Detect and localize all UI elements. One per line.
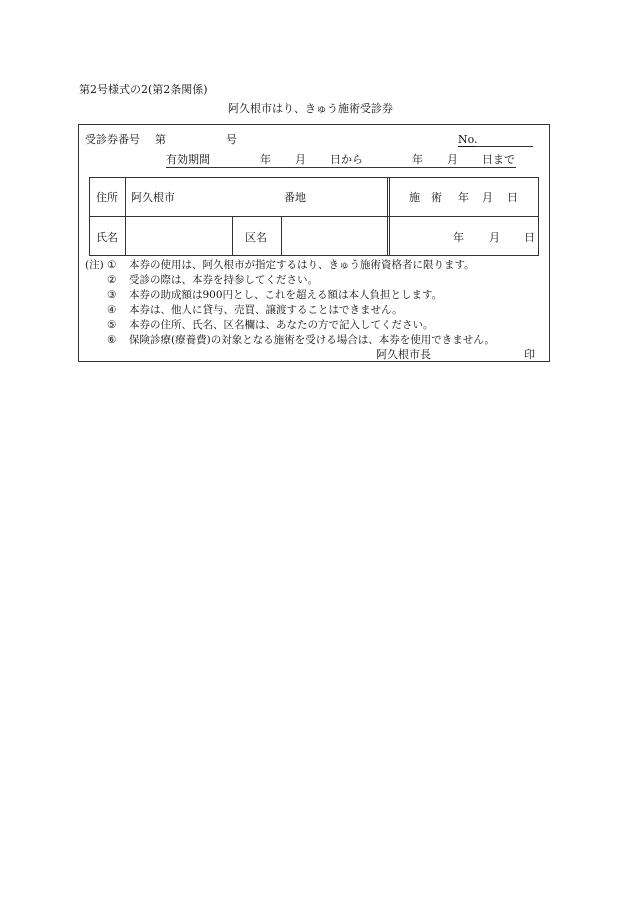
no-label: No. [458,133,478,146]
form-number: 第2号様式の2(第2条関係) [79,83,208,96]
note-text: 本券は、他人に貸与、売買、譲渡することはできません。 [129,304,403,316]
date-year: 年 [453,231,464,244]
note-text: 本券の助成額は900円とし、これを超える額は本人負担とします。 [129,289,443,301]
treatment-month: 月 [482,191,493,204]
validity-day-from: 日から [330,153,363,166]
note-number: ⑥ [107,334,117,346]
note-number: ① [107,259,117,271]
table-row-divider [89,216,539,217]
note-number: ③ [107,289,117,301]
treatment-label: 施 術 [409,191,442,204]
note-number: ② [107,274,117,286]
note-number: ⑤ [107,319,117,331]
table-ward-label-divider-right [281,216,282,256]
address-label: 住所 [96,191,118,204]
validity-underline [166,167,516,168]
treatment-year: 年 [458,191,469,204]
date-day: 日 [524,231,535,244]
ward-label: 区名 [245,231,267,244]
validity-day-until: 日まで [482,153,515,166]
mayor-title: 阿久根市長 [376,348,431,361]
notes-prefix: (注) [85,259,104,271]
seal-mark: 印 [524,348,535,361]
treatment-day: 日 [507,191,518,204]
no-underline [475,146,533,147]
note-text: 受診の際は、本券を持参してください。 [129,274,318,286]
address-city: 阿久根市 [131,191,175,204]
validity-label: 有効期間 [166,153,210,166]
note-text: 保険診療(療養費)の対象となる施術を受ける場合は、本券を使用できません。 [129,334,495,346]
ticket-number-prefix: 第 [155,133,166,146]
date-month: 月 [489,231,500,244]
validity-month: 月 [295,153,306,166]
name-label: 氏名 [96,231,118,244]
validity-month-2: 月 [447,153,458,166]
table-label-column-divider [125,177,126,256]
note-number: ④ [107,304,117,316]
validity-year: 年 [260,153,271,166]
address-banchi: 番地 [284,191,306,204]
validity-year-2: 年 [412,153,423,166]
ticket-number-suffix: 号 [226,133,237,146]
table-treatment-divider [387,177,388,256]
table-treatment-divider-double [389,177,390,256]
table-ward-label-divider-left [232,216,233,256]
ticket-number-label: 受診券番号 [85,133,140,146]
page-title: 阿久根市はり、きゅう施術受診券 [228,102,393,115]
note-text: 本券の使用は、阿久根市が指定するはり、きゅう施術資格者に限ります。 [129,259,475,271]
note-text: 本券の住所、氏名、区名欄は、あなたの方で記入してください。 [129,319,434,331]
